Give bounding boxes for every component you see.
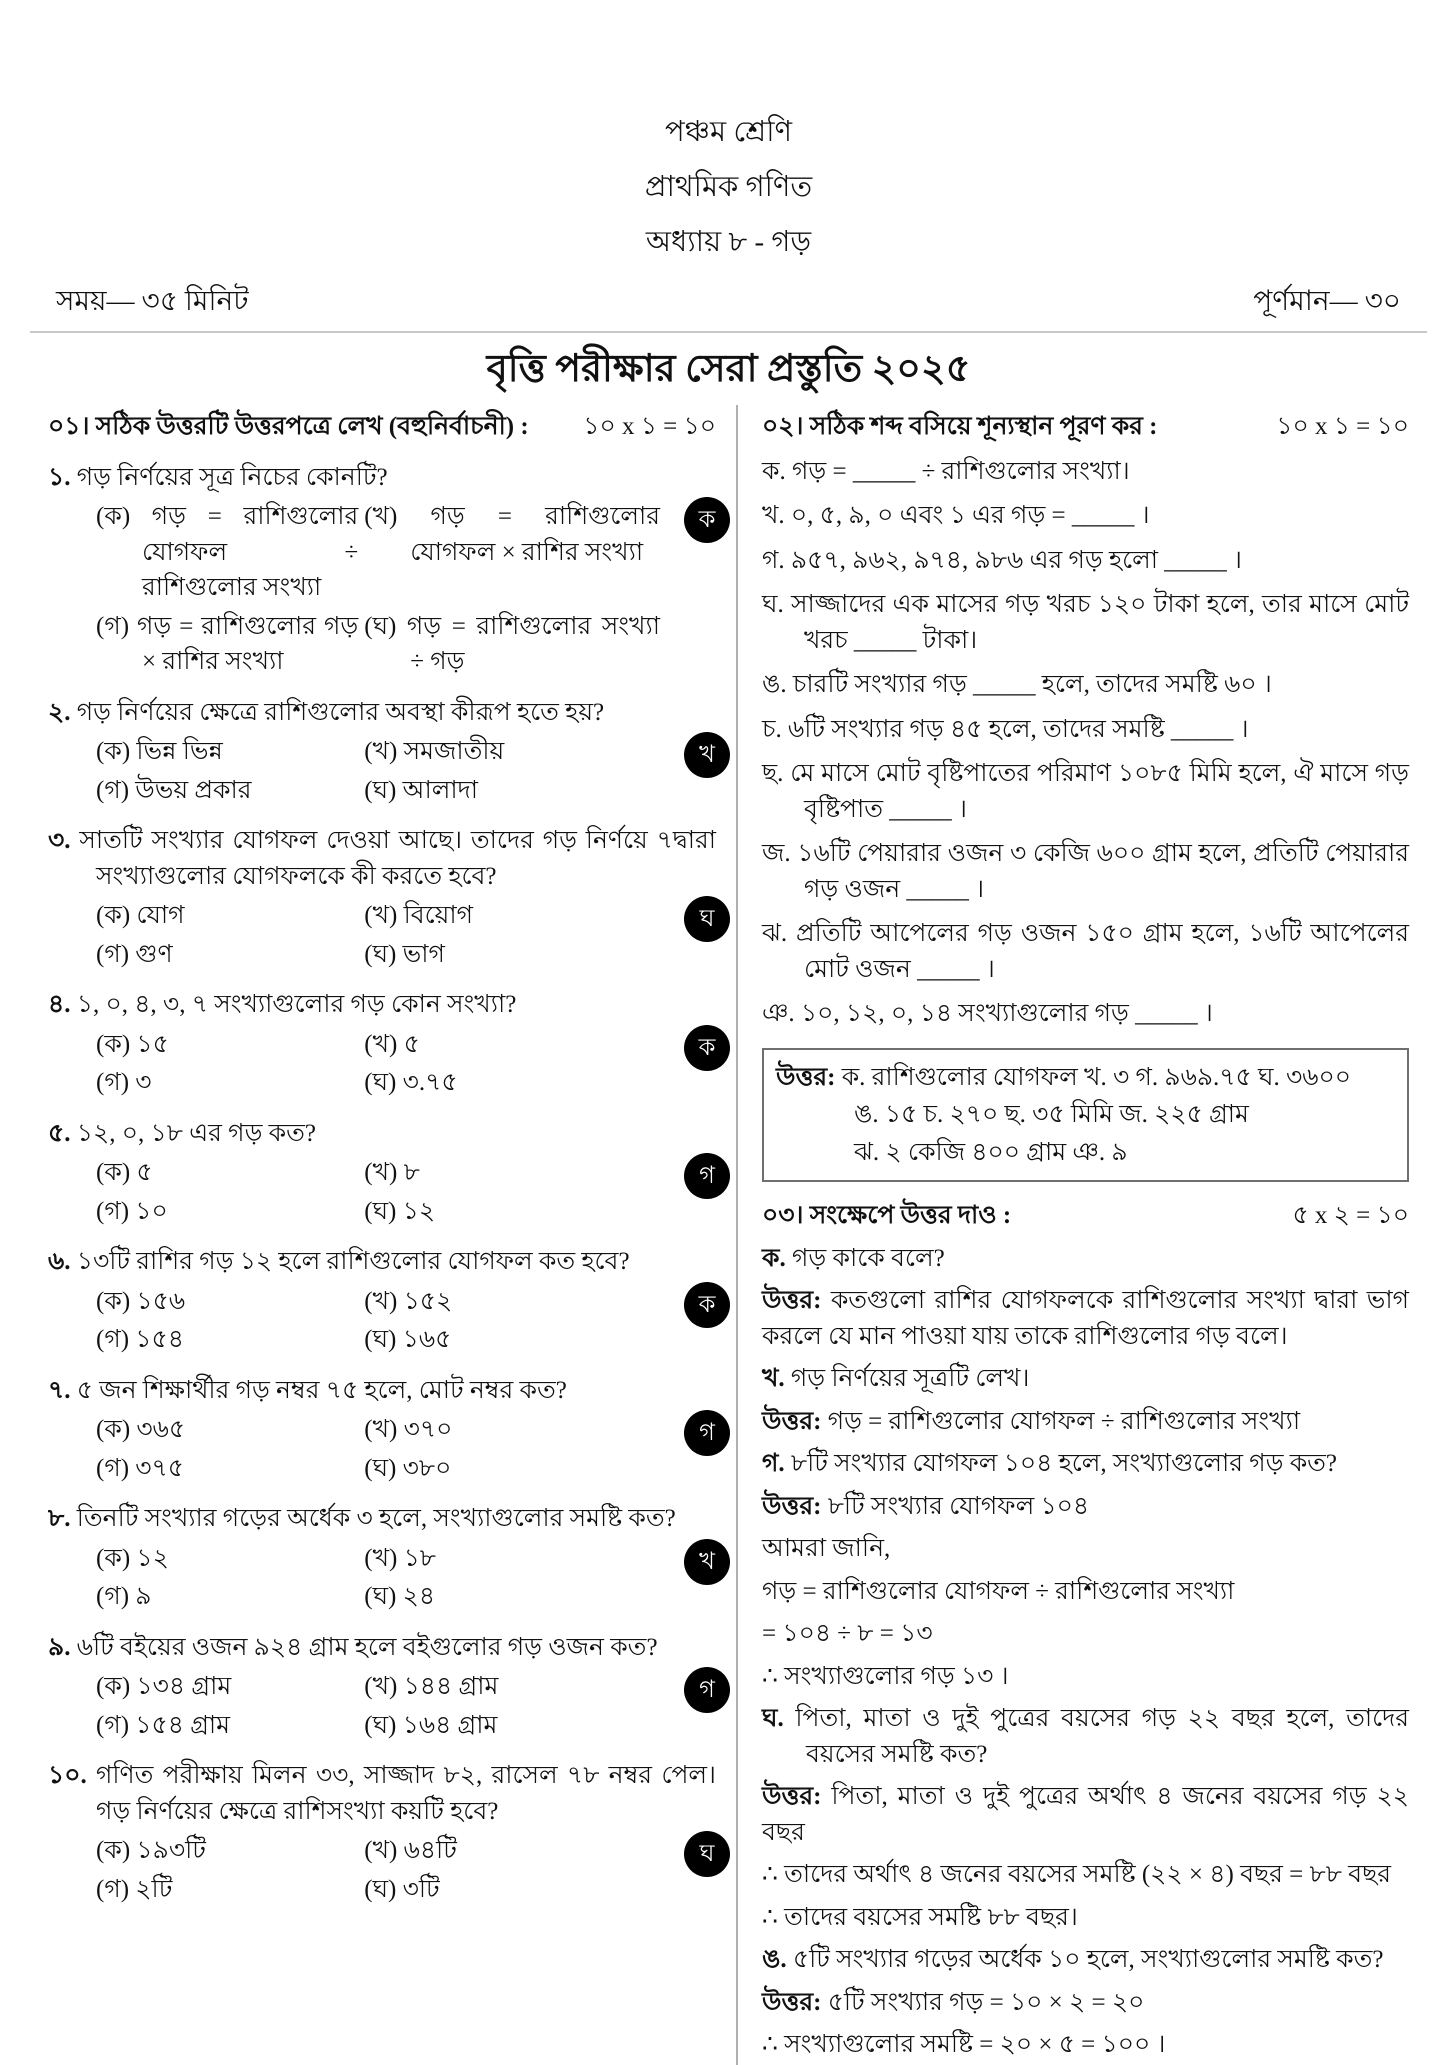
- s3-work-line: ∴ তাদের অর্থাৎ ৪ জনের বয়সের সমষ্টি (২২ × ৪) বছর = ৮৮ বছর: [762, 1861, 1392, 1889]
- left-column-mcq: [48, 405, 738, 2065]
- option-gha: (ঘ) ৩.৭৫: [364, 1069, 458, 1097]
- s3-conclusion-line: ∴ সংখ্যাগুলোর গড় ১৩ ।: [762, 1662, 1009, 1690]
- chapter-line: অধ্যায় ৮ - গড়: [645, 226, 812, 259]
- question-number: ৬.: [48, 1248, 71, 1276]
- answer-line-3: ঝ. ২ কেজি ৪০০ গ্রাম ঞ. ৯: [854, 1138, 1128, 1166]
- option-ka: (ক) ভিন্ন ভিন্ন: [96, 738, 223, 766]
- blank-item-chha: ছ. মে মাসে মোট বৃষ্টিপাতের পরিমাণ ১০৮৫ মিমি হলে, ঐ মাসে গড় বৃষ্টিপাত _____ ।: [762, 760, 1410, 823]
- two-column-body: [48, 405, 1409, 2065]
- time-allowed: সময়— ৩৫ মিনিট: [56, 285, 249, 317]
- s3-conclusion-line: ∴ তাদের বয়সের সমষ্টি ৮৮ বছর।: [762, 1903, 1078, 1931]
- meta-row: [48, 282, 1409, 322]
- option-ga: (গ) ১৫৪: [96, 1326, 184, 1354]
- option-kha: (খ) গড় = রাশিগুলোর যোগফল × রাশির সংখ্যা: [364, 503, 660, 566]
- options-grid: [96, 1027, 716, 1101]
- s3-answer-ka: উত্তর: কতগুলো রাশির যোগফলকে রাশিগুলোর সংখ্যা দ্বারা ভাগ করলে যে মান পাওয়া যায় তাকে রাশিগুলোর গড় বলে।: [762, 1287, 1410, 1350]
- mcq-question-3: [48, 823, 716, 972]
- mcq-question-8: [48, 1501, 716, 1615]
- option-ga: (গ) উভয় প্রকার: [96, 776, 252, 804]
- question-number: ৯.: [48, 1633, 71, 1661]
- option-ga: (গ) ৩: [96, 1069, 152, 1097]
- answer-line-1: উত্তর: ক. রাশিগুলোর যোগফল খ. ৩ গ. ৯৬৯.৭৫ ঘ. ৩৬০০: [776, 1063, 1351, 1091]
- subject-line: প্রাথমিক গণিত: [644, 171, 813, 204]
- options-grid: [96, 1155, 716, 1229]
- option-kha: (খ) সমজাতীয়: [364, 738, 505, 766]
- blank-item-ka: ক. গড় = _____ ÷ রাশিগুলোর সংখ্যা।: [762, 457, 1130, 485]
- question-number: ৭.: [48, 1376, 71, 1404]
- blank-item-uno: ঙ. চারটি সংখ্যার গড় _____ হলে, তাদের সমষ্টি ৬০ ।: [762, 671, 1272, 699]
- blank-item-kha: খ. ০, ৫, ৯, ০ এবং ১ এর গড় = _____ ।: [762, 502, 1150, 530]
- option-ga: (গ) ৩৭৫: [96, 1454, 185, 1482]
- s3-question-ga: গ. ৮টি সংখ্যার যোগফল ১০৪ হলে, সংখ্যাগুলোর গড় কত?: [762, 1450, 1338, 1478]
- option-gha: (ঘ) ১৬৫: [364, 1326, 452, 1354]
- mcq-question-5: [48, 1116, 716, 1230]
- option-gha: (ঘ) ভাগ: [364, 940, 445, 968]
- s3-conclusion-line: ∴ সংখ্যাগুলোর সমষ্টি = ২০ × ৫ = ১০০ ।: [762, 2031, 1166, 2059]
- option-ka: (ক) ৩৬৫: [96, 1416, 186, 1444]
- option-ga: (গ) ২টি: [96, 1875, 173, 1903]
- section2-header: [762, 409, 1409, 445]
- option-kha: (খ) ৬৪টি: [364, 1837, 457, 1865]
- section3-marks: ৫ x ২ = ১০: [1292, 1202, 1409, 1230]
- option-kha: (খ) ৮: [364, 1159, 420, 1187]
- option-gha: (ঘ) ১২: [364, 1197, 436, 1225]
- s3-answer-gha: উত্তর: পিতা, মাতা ও দুই পুত্রের অর্থাৎ ৪ জনের বয়সের গড় ২২ বছর: [762, 1783, 1409, 1846]
- options-grid: [96, 1541, 716, 1615]
- section2-heading: ০২। সঠিক শব্দ বসিয়ে শূন্যস্থান পূরণ কর :: [762, 413, 1158, 441]
- option-ka: (ক) যোগ: [96, 902, 185, 930]
- s3-work-line: = ১০৪ ÷ ৮ = ১৩: [762, 1620, 933, 1648]
- option-gha: (ঘ) ৩টি: [364, 1875, 440, 1903]
- option-ka: (ক) ৫: [96, 1159, 153, 1187]
- option-ga: (গ) ১০: [96, 1197, 168, 1225]
- section2-answer-box: [762, 1048, 1409, 1183]
- s3-answer-kha: উত্তর: গড় = রাশিগুলোর যোগফল ÷ রাশিগুলোর সংখ্যা: [762, 1407, 1301, 1435]
- question-text: ৫ জন শিক্ষার্থীর গড় নম্বর ৭৫ হলে, মোট নম্বর কত?: [76, 1376, 567, 1404]
- options-grid: [96, 898, 716, 972]
- options-grid: [96, 1412, 716, 1486]
- mcq-question-4: [48, 987, 716, 1101]
- option-gha: (ঘ) গড় = রাশিগুলোর সংখ্যা ÷ গড়: [364, 612, 660, 676]
- page-title: বৃত্তি পরীক্ষার সেরা প্রস্তুতি ২০২৫: [486, 348, 971, 391]
- s3-answer-uno: উত্তর: ৫টি সংখ্যার গড় = ১০ × ২ = ২০: [762, 1988, 1145, 2016]
- answer-badge: ক: [684, 1282, 730, 1328]
- option-ka: (ক) ১৯৩টি: [96, 1837, 206, 1865]
- question-text: ১২, ০, ১৮ এর গড় কত?: [76, 1119, 317, 1147]
- s3-question-kha: খ. গড় নির্ণয়ের সূত্রটি লেখ।: [762, 1365, 1030, 1393]
- section3-heading: ০৩। সংক্ষেপে উত্তর দাও :: [762, 1202, 1012, 1230]
- answer-badge: গ: [684, 1153, 730, 1199]
- option-ka: (ক) ১২: [96, 1544, 169, 1572]
- right-column: [738, 405, 1409, 2065]
- question-number: ১০.: [48, 1762, 87, 1790]
- option-ga: (গ) ১৫৪ গ্রাম: [96, 1711, 231, 1739]
- option-kha: (খ) ৫: [364, 1030, 420, 1058]
- option-kha: (খ) ১৪৪ গ্রাম: [364, 1673, 499, 1701]
- answer-line-2: ঙ. ১৫ চ. ২৭০ ছ. ৩৫ মিমি জ. ২২৫ গ্রাম: [854, 1101, 1249, 1129]
- class-line: পঞ্চম শ্রেণি: [664, 116, 793, 148]
- option-ka: (ক) ১৫৬: [96, 1287, 186, 1315]
- section3-header: [762, 1198, 1409, 1234]
- section2-marks: ১০ x ১ = ১০: [1276, 413, 1409, 441]
- s3-question-uno: ঙ. ৫টি সংখ্যার গড়ের অর্ধেক ১০ হলে, সংখ্যাগুলোর সমষ্টি কত?: [762, 1946, 1384, 1974]
- options-grid: [96, 1284, 716, 1358]
- blank-item-ja: জ. ১৬টি পেয়ারার ওজন ৩ কেজি ৬০০ গ্রাম হলে, প্রতিটি পেয়ারার গড় ওজন _____ ।: [762, 840, 1410, 903]
- mcq-question-9: [48, 1630, 716, 1744]
- question-number: ৪.: [48, 991, 71, 1019]
- option-gha: (ঘ) আলাদা: [364, 776, 479, 804]
- s3-work-line: আমরা জানি,: [762, 1535, 891, 1563]
- blank-item-ga: গ. ৯৫৭, ৯৬২, ৯৭৪, ৯৮৬ এর গড় হলো _____ ।: [762, 546, 1242, 574]
- full-marks: পূর্ণমান— ৩০: [1253, 285, 1401, 317]
- question-text: ৬টি বইয়ের ওজন ৯২৪ গ্রাম হলে বইগুলোর গড় ওজন কত?: [76, 1633, 658, 1661]
- options-grid: [96, 1669, 716, 1743]
- answer-badge: ঘ: [684, 1831, 730, 1877]
- answer-badge: ক: [684, 497, 730, 543]
- option-kha: (খ) ১৮: [364, 1544, 437, 1572]
- s3-work-line: গড় = রাশিগুলোর যোগফল ÷ রাশিগুলোর সংখ্যা: [762, 1577, 1235, 1605]
- blank-item-jha: ঝ. প্রতিটি আপেলের গড় ওজন ১৫০ গ্রাম হলে, ১৬টি আপেলের মোট ওজন _____ ।: [762, 920, 1410, 983]
- option-gha: (ঘ) ২৪: [364, 1583, 436, 1611]
- option-ka: (ক) ১৫: [96, 1030, 169, 1058]
- option-kha: (খ) বিয়োগ: [364, 902, 474, 930]
- section1-marks: ১০ x ১ = ১০: [583, 413, 716, 441]
- option-kha: (খ) ১৫২: [364, 1287, 453, 1315]
- blank-item-cha: চ. ৬টি সংখ্যার গড় ৪৫ হলে, তাদের সমষ্টি _____ ।: [762, 715, 1249, 743]
- question-text: গড় নির্ণয়ের ক্ষেত্রে রাশিগুলোর অবস্থা কীরূপ হতে হয়?: [76, 698, 605, 726]
- section1-heading: ০১। সঠিক উত্তরটি উত্তরপত্রে লেখ (বহুনির্বাচনী) :: [48, 413, 529, 441]
- question-number: ৮.: [48, 1505, 71, 1533]
- blank-item-gha: ঘ. সাজ্জাদের এক মাসের গড় খরচ ১২০ টাকা হলে, তার মাসে মোট খরচ _____ টাকা।: [762, 591, 1410, 654]
- mcq-question-1: [48, 460, 716, 680]
- mcq-question-6: [48, 1244, 716, 1358]
- option-kha: (খ) ৩৭০: [364, 1416, 453, 1444]
- answer-badge: খ: [684, 732, 730, 778]
- question-text: গড় নির্ণয়ের সূত্র নিচের কোনটি?: [76, 463, 388, 491]
- answer-badge: ঘ: [684, 896, 730, 942]
- question-text: ১, ০, ৪, ৩, ৭ সংখ্যাগুলোর গড় কোন সংখ্যা?: [76, 991, 517, 1019]
- question-text: সাতটি সংখ্যার যোগফল দেওয়া আছে। তাদের গড় নির্ণয়ে ৭দ্বারা সংখ্যাগুলোর যোগফলকে কী করতে হবে?: [79, 827, 716, 890]
- option-gha: (ঘ) ১৬৪ গ্রাম: [364, 1711, 498, 1739]
- header-rule: [30, 331, 1427, 333]
- s3-answer-ga: উত্তর: ৮টি সংখ্যার যোগফল ১০৪: [762, 1492, 1090, 1520]
- s3-question-gha: ঘ. পিতা, মাতা ও দুই পুত্রের বয়সের গড় ২২ বছর হলে, তাদের বয়সের সমষ্টি কত?: [762, 1705, 1410, 1768]
- blank-item-nio: ঞ. ১০, ১২, ০, ১৪ সংখ্যাগুলোর গড় _____ ।: [762, 1000, 1213, 1028]
- mcq-question-10: [48, 1758, 716, 1907]
- options-grid: [96, 1833, 716, 1907]
- option-ga: (গ) ৯: [96, 1583, 152, 1611]
- mcq-question-2: [48, 695, 716, 809]
- answer-badge: খ: [684, 1539, 730, 1585]
- option-ga: (গ) গুণ: [96, 940, 173, 968]
- mcq-question-7: [48, 1373, 716, 1487]
- options-grid: [96, 499, 716, 680]
- answer-badge: ক: [684, 1025, 730, 1071]
- option-ga: (গ) গড় = রাশিগুলোর গড় × রাশির সংখ্যা: [96, 612, 359, 676]
- question-text: গণিত পরীক্ষায় মিলন ৩৩, সাজ্জাদ ৮২, রাসেল ৭৮ নম্বর পেল। গড় নির্ণয়ের ক্ষেত্রে রাশিসংখ্যা কয়টি হবে?: [96, 1762, 716, 1825]
- section1-header: [48, 409, 716, 445]
- document-header: [48, 112, 1409, 264]
- option-ka: (ক) ১৩৪ গ্রাম: [96, 1673, 232, 1701]
- question-number: ৩.: [48, 827, 71, 855]
- s3-question-ka: ক. গড় কাকে বলে?: [762, 1244, 945, 1272]
- question-number: ১.: [48, 463, 71, 491]
- option-gha: (ঘ) ৩৮০: [364, 1454, 452, 1482]
- answer-badge: গ: [684, 1410, 730, 1456]
- question-text: ১৩টি রাশির গড় ১২ হলে রাশিগুলোর যোগফল কত হবে?: [76, 1248, 630, 1276]
- question-number: ২.: [48, 698, 71, 726]
- question-number: ৫.: [48, 1119, 71, 1147]
- answer-badge: গ: [684, 1667, 730, 1713]
- options-grid: [96, 734, 716, 808]
- option-ka: (ক) গড় = রাশিগুলোর যোগফল ÷ রাশিগুলোর সংখ্যা: [96, 503, 359, 602]
- question-text: তিনটি সংখ্যার গড়ের অর্ধেক ৩ হলে, সংখ্যাগুলোর সমষ্টি কত?: [76, 1505, 676, 1533]
